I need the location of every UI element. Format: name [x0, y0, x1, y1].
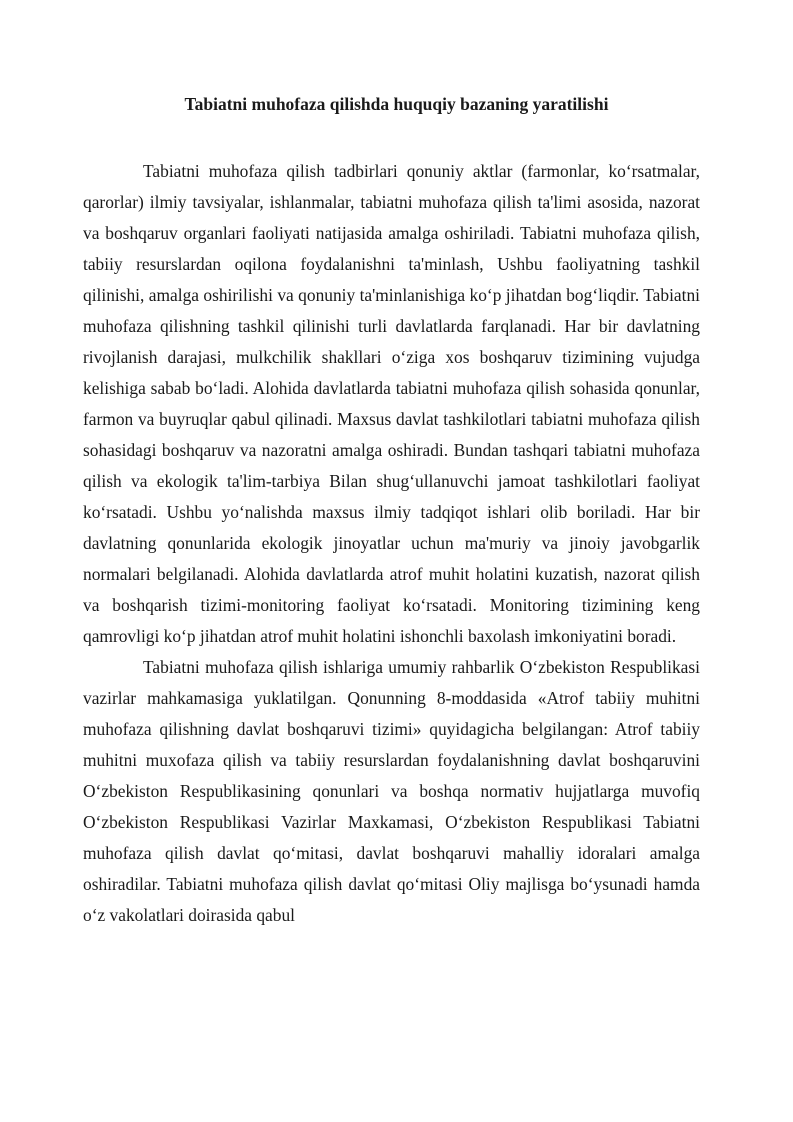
document-title: Tabiatni muhofaza qilishda huquqiy bazaning yaratilishi: [184, 94, 609, 114]
paragraph: Tabiatni muhofaza qilish ishlariga umumiy rahbarlik O‘zbekiston Respublikasi vazirlar mahkamasiga yuklatilgan. Qonunning 8-moddasida «Atrof tabiiy muhitni muhofaza qilishning davlat boshqaruvi tizimi» quyidagicha belgilangan: Atrof tabiiy muhitni muxofaza qilish va tabiiy resurslardan foydalanishning davlat boshqaruvini O‘zbekiston Respublikasining qonunlari va boshqa normativ hujjatlarga muvofiq O‘zbekiston Respublikasi Vazirlar Maxkamasi, O‘zbekiston Respublikasi Tabiatni muhofaza qilish davlat qo‘mitasi, davlat boshqaruvi mahalliy idoralari amalga oshiradilar. Tabiatni muhofaza qilish davlat qo‘mitasi Oliy majlisga bo‘ysunadi hamda o‘z vakolatlari doirasida qabul: [83, 657, 700, 925]
document-body: [83, 156, 700, 931]
paragraph: Tabiatni muhofaza qilish tadbirlari qonuniy aktlar (farmonlar, ko‘rsatmalar, qarorlar) ilmiy tavsiyalar, ishlanmalar, tabiatni muhofaza qilish ta'limi asosida, nazorat va boshqaruv organlari faoliyati natijasida amalga oshiriladi. Tabiatni muhofaza qilish, tabiiy resurslardan oqilona foydalanishni ta'minlash, Ushbu faoliyatning tashkil qilinishi, amalga oshirilishi va qonuniy ta'minlanishiga ko‘p jihatdan bog‘liqdir. Tabiatni muhofaza qilishning tashkil qilinishi turli davlatlarda farqlanadi. Har bir davlatning rivojlanish darajasi, mulkchilik shakllari o‘ziga xos boshqaruv tizimining vujudga kelishiga sabab bo‘ladi. Alohida davlatlarda tabiatni muhofaza qilish sohasida qonunlar, farmon va buyruqlar qabul qilinadi. Maxsus davlat tashkilotlari tabiatni muhofaza qilish sohasidagi boshqaruv va nazoratni amalga oshiradi. Bundan tashqari tabiatni muhofaza qilish va ekologik ta'lim-tarbiya Bilan shug‘ullanuvchi jamoat tashkilotlari faoliyat ko‘rsatadi. Ushbu yo‘nalishda maxsus ilmiy tadqiqot ishlari olib boriladi. Har bir davlatning qonunlarida ekologik jinoyatlar uchun ma'muriy va jinoiy javobgarlik normalari belgilanadi. Alohida davlatlarda atrof muhit holatini kuzatish, nazorat qilish va boshqarish tizimi-monitoring faoliyat ko‘rsatadi. Monitoring tizimining keng qamrovligi ko‘p jihatdan atrof muhit holatini ishonchli baxolash imkoniyatini boradi.: [83, 161, 700, 646]
